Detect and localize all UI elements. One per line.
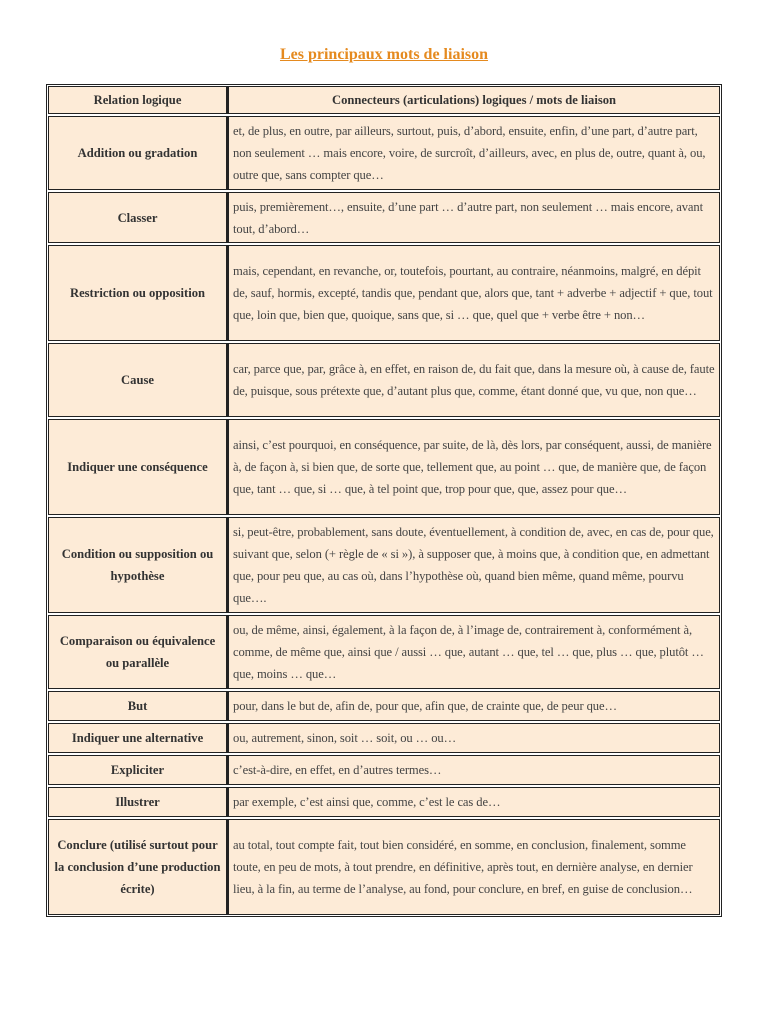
connecteurs-cell: et, de plus, en outre, par ailleurs, surtout, puis, d’abord, ensuite, enfin, d’une part, d’autre part, non seulement … mais encore, voire, de surcroît, d’ailleurs, avec, en plus de, outre, quant à, ou, outre que, sans compter que… [227,116,720,190]
connecteurs-cell: mais, cependant, en revanche, or, toutefois, pourtant, au contraire, néanmoins, malgré, en dépit de, sauf, hormis, excepté, tandis que, pendant que, alors que, tant + adverbe + adjectif + que, tout que, loin que, bien que, quoique, sans que, si … que, quel que + verbe être + non… [227,245,720,341]
table-header-row [48,86,720,114]
connecteurs-cell: pour, dans le but de, afin de, pour que, afin que, de crainte que, de peur que… [227,691,720,721]
connecteurs-cell: au total, tout compte fait, tout bien considéré, en somme, en conclusion, finalement, somme toute, en peu de mots, à tout prendre, en définitive, après tout, en dernière analyse, en dernier lieu, à la fin, au terme de l’analyse, au fond, pour conclure, en bref, en guise de conclusion… [227,819,720,915]
connecteurs-cell: car, parce que, par, grâce à, en effet, en raison de, du fait que, dans la mesure où, à cause de, faute de, puisque, sous prétexte que, d’autant plus que, comme, étant donné que, vu que, non que… [227,343,720,417]
connecteurs-cell: puis, premièrement…, ensuite, d’une part … d’autre part, non seulement … mais encore, avant tout, d’abord… [227,192,720,243]
connecteurs-cell: ou, autrement, sinon, soit … soit, ou … ou… [227,723,720,753]
relation-cell: Conclure (utilisé surtout pour la conclusion d’une production écrite) [48,819,227,915]
relation-cell: But [48,691,227,721]
connecteurs-cell: ou, de même, ainsi, également, à la façon de, à l’image de, contrairement à, conformément à, comme, de même que, ainsi que / aussi … que, autant … que, tel … que, plus … que, plutôt … que, moins … que… [227,615,720,689]
table-row [48,787,720,817]
table-row [48,819,720,915]
connecteurs-cell: ainsi, c’est pourquoi, en conséquence, par suite, de là, dès lors, par conséquent, aussi, de manière à, de façon à, si bien que, de sorte que, tellement que, au point … que, de manière que, de façon que, tant … que, si … que, à tel point que, trop pour que, que, assez pour que… [227,419,720,515]
relation-cell: Cause [48,343,227,417]
header-connecteurs: Connecteurs (articulations) logiques / mots de liaison [227,86,720,114]
table-row [48,755,720,785]
relation-cell: Addition ou gradation [48,116,227,190]
relation-cell: Condition ou supposition ou hypothèse [48,517,227,613]
table-row [48,419,720,515]
relation-cell: Comparaison ou équivalence ou parallèle [48,615,227,689]
connectors-table [48,84,720,917]
connecteurs-cell: c’est-à-dire, en effet, en d’autres termes… [227,755,720,785]
table-row [48,615,720,689]
table-row [48,192,720,243]
table-row [48,691,720,721]
table-row [48,343,720,417]
relation-cell: Indiquer une alternative [48,723,227,753]
header-relation: Relation logique [48,86,227,114]
relation-cell: Illustrer [48,787,227,817]
connectors-table-frame [46,84,722,917]
table-row [48,517,720,613]
table-row [48,116,720,190]
table-row [48,245,720,341]
relation-cell: Indiquer une conséquence [48,419,227,515]
relation-cell: Classer [48,192,227,243]
relation-cell: Restriction ou opposition [48,245,227,341]
connecteurs-cell: par exemple, c’est ainsi que, comme, c’est le cas de… [227,787,720,817]
document-title: Les principaux mots de liaison [279,46,489,63]
relation-cell: Expliciter [48,755,227,785]
table-row [48,723,720,753]
connecteurs-cell: si, peut-être, probablement, sans doute, éventuellement, à condition de, avec, en cas de, pour que, suivant que, selon (+ règle de « si »), à supposer que, à moins que, à condition que, en admettant que, pour peu que, au cas où, dans l’hypothèse où, quand bien même, quand même, pourvu que…. [227,517,720,613]
